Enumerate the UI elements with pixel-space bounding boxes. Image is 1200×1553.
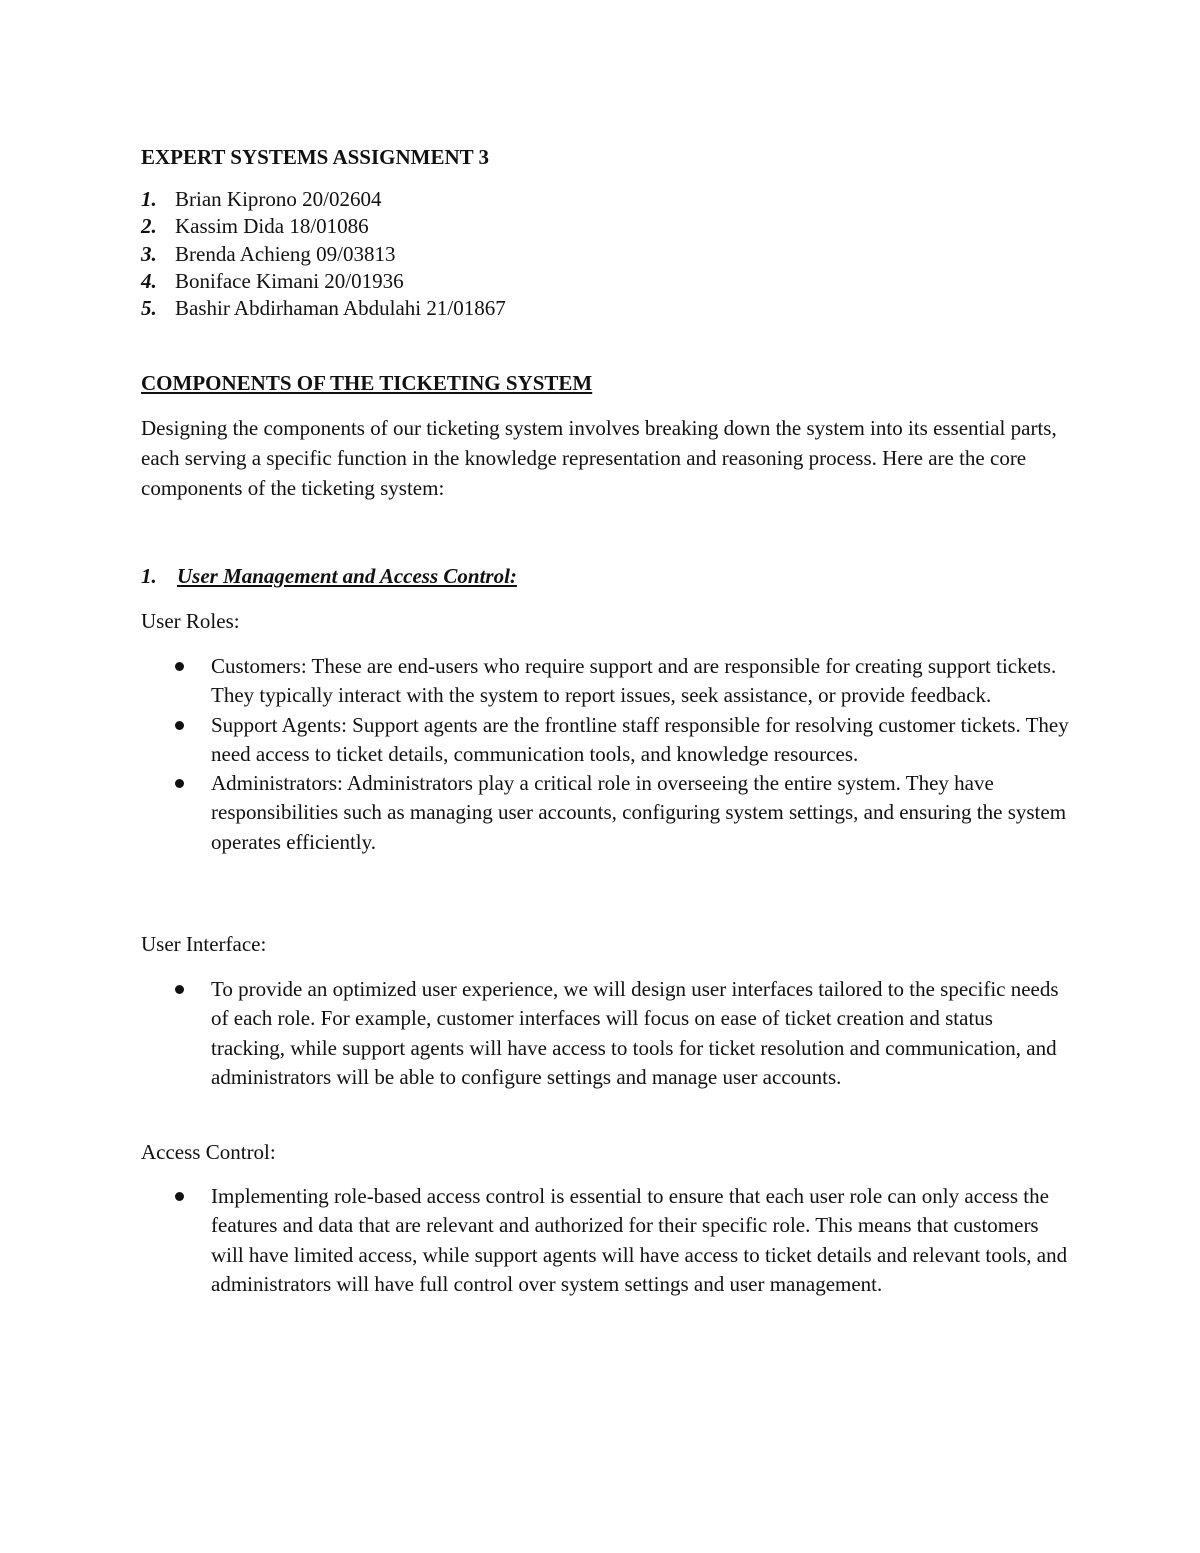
section-title: COMPONENTS OF THE TICKETING SYSTEM (141, 371, 593, 395)
document-title: EXPERT SYSTEMS ASSIGNMENT 3 (141, 145, 490, 169)
user-roles-label: User Roles: (141, 609, 240, 633)
list-item-text: Implementing role-based access control is essential to ensure that each user role can only access the features and data that are relevant and authorized for their specific role. This means that customers will have limited access, while support agents will have access to ticket details and relevant tools, and administrators will have full control over system settings and user management. (211, 1184, 1068, 1296)
access-control-list (211, 1182, 1071, 1299)
user-roles-list (211, 652, 1071, 857)
bullet-icon (175, 1192, 184, 1201)
subsection-number: 1. (141, 564, 157, 588)
subsection-heading (141, 562, 517, 590)
list-item (211, 1182, 1071, 1299)
list-item-text: Customers: These are end-users who require support and are responsible for creating support tickets. They typically interact with the system to report issues, seek assistance, or provide feedback. (211, 654, 1057, 708)
list-item (211, 652, 1071, 711)
member-number: 3. (141, 241, 157, 266)
member-item (141, 213, 506, 240)
member-number: 4. (141, 268, 157, 293)
subsection-title: User Management and Access Control: (177, 564, 517, 588)
member-text: Kassim Dida 18/01086 (175, 214, 369, 239)
member-text: Brian Kiprono 20/02604 (175, 187, 382, 211)
bullet-icon (175, 721, 184, 730)
list-item (211, 975, 1071, 1092)
member-number: 2. (141, 214, 157, 239)
member-text: Boniface Kimani 20/01936 (175, 268, 404, 293)
list-item-text: Administrators: Administrators play a critical role in overseeing the entire system. They have responsibilities such as managing user accounts, configuring system settings, and ensuring the system operates efficiently. (211, 771, 1067, 854)
intro-paragraph: Designing the components of our ticketing system involves breaking down the system into its essential parts, each serving a specific function in the knowledge representation and reasoning process. Here are the core components of the ticketing system: (141, 416, 1057, 500)
list-item (211, 769, 1071, 857)
list-item (211, 711, 1071, 770)
bullet-icon (175, 985, 184, 994)
list-item-text: Support Agents: Support agents are the frontline staff responsible for resolving customer tickets. They need access to ticket details, communication tools, and knowledge resources. (211, 712, 1069, 766)
member-item (141, 241, 506, 268)
access-control-label: Access Control: (141, 1140, 276, 1164)
user-interface-list (211, 975, 1071, 1092)
bullet-icon (175, 779, 184, 788)
user-interface-label: User Interface: (141, 932, 267, 956)
member-item (141, 186, 506, 213)
member-item (141, 295, 506, 322)
member-text: Brenda Achieng 09/03813 (175, 241, 396, 266)
member-list (141, 186, 506, 322)
member-item (141, 268, 506, 295)
member-text: Bashir Abdirhaman Abdulahi 21/01867 (175, 296, 506, 321)
member-number: 5. (141, 296, 157, 321)
member-number: 1. (141, 187, 157, 211)
list-item-text: To provide an optimized user experience, we will design user interfaces tailored to the specific needs of each role. For example, customer interfaces will focus on ease of ticket creation and status tracking, while support agents will have access to tools for ticket resolution and communication, and administrators will be able to configure settings and manage user accounts. (211, 977, 1059, 1089)
bullet-icon (175, 662, 184, 671)
